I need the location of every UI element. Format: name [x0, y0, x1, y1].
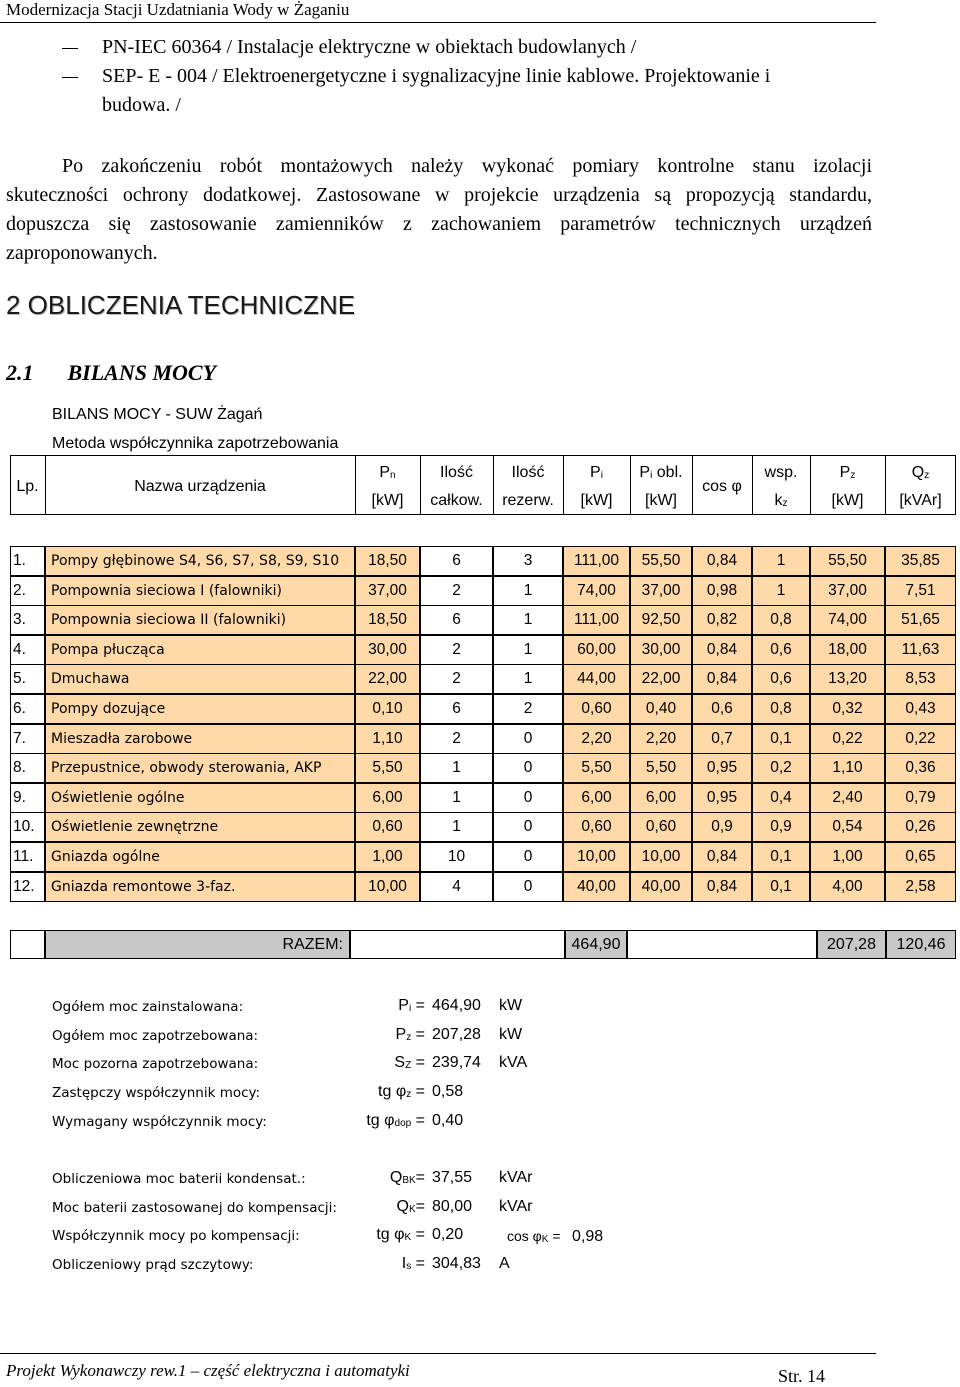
device-name: Oświetlenie ogólne [45, 783, 355, 813]
row-value: 0,82 [692, 605, 752, 635]
totals-blank [10, 930, 45, 959]
summary-symbol: $Q_{BK}=$ [389, 1169, 425, 1186]
row-value: 10,00 [630, 842, 692, 872]
subsection-number: 2.1 [6, 360, 34, 385]
row-number: 9. [10, 783, 45, 813]
col-header-kz-sub: $k_z$ [774, 492, 788, 509]
row-value: 37,00 [355, 576, 420, 606]
row-number: 1. [10, 546, 45, 576]
bullet-item-continuation: budowa. / [102, 94, 181, 116]
row-value: 1,10 [355, 724, 420, 754]
row-value: 30,00 [355, 635, 420, 665]
row-value: 55,50 [630, 546, 692, 576]
row-value: 37,00 [810, 576, 885, 606]
row-number: 4. [10, 635, 45, 665]
row-value: 0,65 [885, 842, 956, 872]
table-title: BILANS MOCY - SUW Żagań [52, 406, 263, 423]
row-value: 4 [420, 872, 493, 902]
row-value: 6,00 [563, 783, 630, 813]
row-value: 2,20 [630, 724, 692, 754]
summary-symbol: tg $\varphi_K$ = [376, 1226, 425, 1244]
summary-label: Obliczeniowy prąd szczytowy: [52, 1257, 254, 1274]
row-value: 1,00 [810, 842, 885, 872]
row-value: 6 [420, 694, 493, 724]
row-value: 37,00 [630, 576, 692, 606]
col-header-qz-unit: [kVAr] [899, 492, 942, 509]
row-value: 51,65 [885, 605, 956, 635]
summary-symbol: $P_z$ = [395, 1025, 425, 1043]
summary-label: Wymagany współczynnik mocy: [52, 1113, 267, 1130]
row-value: 1 [493, 576, 563, 606]
col-header-pi-unit: [kW] [580, 492, 613, 509]
row-number: 11. [10, 842, 45, 872]
row-value: 0,54 [810, 812, 885, 842]
row-value: 111,00 [563, 546, 630, 576]
totals-qz: 120,46 [886, 930, 956, 959]
col-header-pz: $P_z$ [839, 464, 856, 481]
row-number: 8. [10, 753, 45, 783]
table-row [10, 753, 956, 783]
summary-symbol: $Q_K=$ [396, 1197, 425, 1215]
row-value: 0,10 [355, 694, 420, 724]
row-value: 0,22 [810, 724, 885, 754]
summary-symbol: tg $\varphi_z$ = [378, 1083, 425, 1101]
device-name: Pompy dozujące [45, 694, 355, 724]
row-value: 2 [493, 694, 563, 724]
col-header-reserve: Ilość [511, 464, 545, 481]
row-value: 0 [493, 812, 563, 842]
col-header-kz: wsp. [764, 464, 798, 481]
row-value: 0 [493, 783, 563, 813]
row-value: 1 [420, 753, 493, 783]
row-value: 18,50 [355, 605, 420, 635]
col-header-cos: cos φ [702, 478, 742, 495]
subsection-heading [6, 360, 216, 386]
row-value: 0,40 [630, 694, 692, 724]
row-value: 10,00 [355, 872, 420, 902]
table-row [10, 842, 956, 872]
totals-pi: 464,90 [565, 930, 627, 959]
totals-blank [350, 930, 565, 959]
row-value: 11,63 [885, 635, 956, 665]
row-value: 0 [493, 724, 563, 754]
col-header-pi-obl: $P_i$ obl. [639, 464, 683, 481]
col-header-pz-unit: [kW] [831, 492, 864, 509]
row-value: 0,84 [692, 635, 752, 665]
row-value: 0,26 [885, 812, 956, 842]
row-value: 1 [493, 605, 563, 635]
summary-symbol: $S_Z$ = [394, 1054, 425, 1072]
table-row [10, 605, 956, 635]
paragraph-line: zaproponowanych. [6, 242, 158, 264]
paragraph-line: dopuszcza się zastosowanie zamienników z zachowaniem parametrów technicznych urządzeń [6, 213, 872, 235]
row-value: 0,84 [692, 664, 752, 694]
row-number: 2. [10, 576, 45, 606]
table-row [10, 576, 956, 606]
row-number: 5. [10, 664, 45, 694]
summary-value: 239,74 [432, 1054, 481, 1072]
footer-project: Projekt Wykonawczy rew.1 – część elektryczna i automatyki [6, 1361, 410, 1380]
summary-symbol: tg $\varphi_{dop}$ = [366, 1111, 425, 1129]
row-value: 40,00 [563, 872, 630, 902]
device-name: Gniazda ogólne [45, 842, 355, 872]
row-value: 10 [420, 842, 493, 872]
row-value: 0,1 [752, 872, 810, 902]
row-value: 13,20 [810, 664, 885, 694]
row-value: 1,00 [355, 842, 420, 872]
summary-symbol: $I_s$ = [401, 1255, 425, 1273]
summary-value: 304,83 [432, 1255, 481, 1273]
row-value: 18,00 [810, 635, 885, 665]
row-value: 0,60 [563, 812, 630, 842]
row-value: 1 [752, 576, 810, 606]
col-header-pi-obl-unit: [kW] [645, 492, 677, 509]
cos-after-value: 0,98 [572, 1228, 604, 1245]
totals-blank [627, 930, 817, 959]
row-value: 0,84 [692, 842, 752, 872]
row-number: 12. [10, 872, 45, 902]
header-title: Modernizacja Stacji Uzdatniania Wody w Żaganiu [6, 0, 350, 19]
summary-label: Obliczeniowa moc baterii kondensat.: [52, 1171, 306, 1187]
row-value: 0,6 [692, 694, 752, 724]
row-value: 0 [493, 842, 563, 872]
row-value: 0,4 [752, 783, 810, 813]
row-value: 0,9 [692, 812, 752, 842]
bullet-item: PN-IEC 60364 / Instalacje elektryczne w obiektach budowlanych / [102, 36, 637, 58]
row-value: 0,60 [355, 812, 420, 842]
summary-label: Ogółem moc zapotrzebowana: [52, 1027, 259, 1044]
summary-value: 0,40 [432, 1111, 464, 1129]
summary-label: Ogółem moc zainstalowana: [52, 999, 244, 1015]
row-value: 5,50 [355, 753, 420, 783]
table-row [10, 546, 956, 576]
summary-value: 207,28 [432, 1025, 481, 1043]
bullet-item: SEP- E - 004 / Elektroenergetyczne i sygnalizacyjne linie kablowe. Projektowanie i [102, 65, 771, 87]
summary-label: Moc pozorna zapotrzebowana: [52, 1056, 259, 1073]
device-name: Pompownia sieciowa I (falowniki) [45, 576, 355, 606]
row-value: 74,00 [563, 576, 630, 606]
row-value: 6,00 [355, 783, 420, 813]
row-value: 18,50 [355, 546, 420, 576]
summary-unit: kVAr [499, 1197, 533, 1215]
summary-value: 0,58 [432, 1083, 464, 1101]
table-subtitle: Metoda współczynnika zapotrzebowania [52, 435, 339, 452]
row-value: 0 [493, 872, 563, 902]
device-name: Pompownia sieciowa II (falowniki) [45, 605, 355, 635]
row-value: 0,84 [692, 872, 752, 902]
bullet-dash [62, 48, 78, 49]
row-value: 55,50 [810, 546, 885, 576]
row-value: 5,50 [563, 753, 630, 783]
footer-rule [0, 1353, 876, 1354]
row-value: 0,2 [752, 753, 810, 783]
row-value: 92,50 [630, 605, 692, 635]
row-value: 40,00 [630, 872, 692, 902]
col-header-qty-sub: całkow. [430, 492, 483, 509]
col-header-qty: Ilość [440, 464, 473, 481]
row-value: 0,32 [810, 694, 885, 724]
col-header-pi: $P_i$ [590, 464, 603, 481]
row-value: 5,50 [630, 753, 692, 783]
device-name: Oświetlenie zewnętrzne [45, 812, 355, 842]
col-header-reserve-sub: rezerw. [502, 492, 554, 509]
summary-unit: kW [499, 997, 523, 1014]
table-row [10, 812, 956, 842]
table-row [10, 783, 956, 813]
table-row [10, 724, 956, 754]
row-value: 2 [420, 576, 493, 606]
col-header-name: Nazwa urządzenia [134, 478, 266, 495]
row-value: 0,43 [885, 694, 956, 724]
row-value: 6 [420, 546, 493, 576]
col-header-pn: $P_n$ [379, 464, 396, 481]
row-number: 3. [10, 605, 45, 635]
row-value: 0,98 [692, 576, 752, 606]
row-value: 0 [493, 753, 563, 783]
row-value: 1 [752, 546, 810, 576]
row-value: 0,95 [692, 753, 752, 783]
table-row [10, 635, 956, 665]
row-value: 8,53 [885, 664, 956, 694]
row-value: 2,40 [810, 783, 885, 813]
device-name: Pompa płucząca [45, 635, 355, 665]
row-value: 0,9 [752, 812, 810, 842]
row-value: 0,60 [630, 812, 692, 842]
device-name: Przepustnice, obwody sterowania, AKP [45, 753, 355, 783]
row-value: 30,00 [630, 635, 692, 665]
summary-label: Moc baterii zastosowanej do kompensacji: [52, 1199, 337, 1216]
row-value: 22,00 [630, 664, 692, 694]
row-value: 74,00 [810, 605, 885, 635]
row-value: 0,1 [752, 842, 810, 872]
bullet-dash [62, 77, 78, 78]
device-name: Mieszadła zarobowe [45, 724, 355, 754]
summary-symbol: $P_i$ = [398, 997, 425, 1014]
row-value: 6,00 [630, 783, 692, 813]
row-value: 60,00 [563, 635, 630, 665]
footer-page-number: Str. 14 [778, 1366, 826, 1386]
row-value: 2,20 [563, 724, 630, 754]
row-value: 1,10 [810, 753, 885, 783]
row-value: 0,79 [885, 783, 956, 813]
paragraph-line: skuteczności ochrony dodatkowej. Zastosowane w projekcie urządzenia są propozycją standardu, [6, 184, 872, 206]
row-value: 0,8 [752, 605, 810, 635]
row-value: 0,95 [692, 783, 752, 813]
summary-value: 0,20 [432, 1226, 464, 1244]
table-row [10, 872, 956, 902]
row-value: 0,60 [563, 694, 630, 724]
row-value: 1 [493, 635, 563, 665]
row-value: 1 [493, 664, 563, 694]
cos-after-compensation: $\cos \varphi_K$ = [507, 1228, 561, 1245]
summary-label: Współczynnik mocy po kompensacji: [52, 1228, 300, 1245]
table-row [10, 664, 956, 694]
summary-unit: A [499, 1255, 510, 1273]
row-number: 7. [10, 724, 45, 754]
row-number: 10. [10, 812, 45, 842]
row-value: 111,00 [563, 605, 630, 635]
section-heading: 2 OBLICZENIA TECHNICZNE [6, 290, 356, 320]
row-value: 35,85 [885, 546, 956, 576]
device-name: Dmuchawa [45, 664, 355, 694]
summary-value: 80,00 [432, 1197, 473, 1215]
row-value: 0,22 [885, 724, 956, 754]
paragraph-line: Po zakończeniu robót montażowych należy wykonać pomiary kontrolne stanu izolacji [62, 155, 872, 177]
row-value: 0,7 [692, 724, 752, 754]
header-rule [0, 22, 876, 23]
summary-label: Zastępczy współczynnik mocy: [52, 1085, 261, 1102]
device-name: Gniazda remontowe 3-faz. [45, 872, 355, 902]
totals-label: RAZEM: [45, 930, 350, 959]
row-value: 7,51 [885, 576, 956, 606]
row-number: 6. [10, 694, 45, 724]
summary-unit: kVA [499, 1054, 528, 1072]
row-value: 1 [420, 783, 493, 813]
row-value: 2 [420, 724, 493, 754]
row-value: 0,8 [752, 694, 810, 724]
totals-pz: 207,28 [817, 930, 886, 959]
row-value: 10,00 [563, 842, 630, 872]
row-value: 2,58 [885, 872, 956, 902]
row-value: 6 [420, 605, 493, 635]
summary-value: 37,55 [432, 1169, 473, 1186]
row-value: 4,00 [810, 872, 885, 902]
summary-unit: kW [499, 1025, 523, 1043]
row-value: 44,00 [563, 664, 630, 694]
row-value: 2 [420, 664, 493, 694]
row-value: 0,36 [885, 753, 956, 783]
col-header-lp: Lp. [16, 478, 39, 495]
subsection-title: BILANS MOCY [67, 360, 217, 385]
row-value: 0,6 [752, 664, 810, 694]
device-name: Pompy głębinowe S4, S6, S7, S8, S9, S10 [45, 546, 355, 576]
row-value: 0,84 [692, 546, 752, 576]
row-value: 22,00 [355, 664, 420, 694]
row-value: 0,6 [752, 635, 810, 665]
row-value: 3 [493, 546, 563, 576]
row-value: 0,1 [752, 724, 810, 754]
col-header-pn-unit: [kW] [371, 492, 404, 509]
summary-unit: kVAr [499, 1169, 533, 1186]
row-value: 1 [420, 812, 493, 842]
row-value: 2 [420, 635, 493, 665]
col-header-qz: $Q_z$ [911, 464, 930, 481]
table-row [10, 694, 956, 724]
summary-value: 464,90 [432, 997, 481, 1014]
